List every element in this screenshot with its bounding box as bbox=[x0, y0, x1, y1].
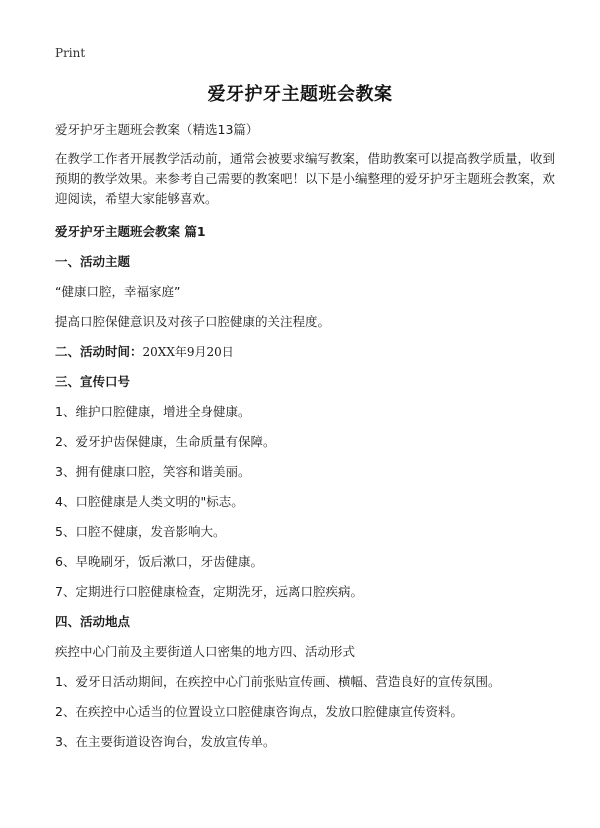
section-slogans-heading: 三、宣传口号 bbox=[55, 374, 131, 389]
list-item: 3、在主要街道设咨询台，发放宣传单。 bbox=[55, 734, 276, 749]
list-item: 3、拥有健康口腔，笑容和谐美丽。 bbox=[55, 464, 251, 479]
list-item: 2、爱牙护齿保健康，生命质量有保障。 bbox=[55, 434, 276, 449]
section-theme-heading: 一、活动主题 bbox=[55, 254, 131, 269]
document-title: 爱牙护牙主题班会教案 bbox=[207, 84, 393, 105]
document-subtitle: 爱牙护牙主题班会教案（精选13篇） bbox=[55, 122, 259, 137]
section-time-heading bbox=[55, 342, 555, 362]
activity-form-list bbox=[55, 672, 555, 752]
list-item: 2、在疾控中心适当的位置设立口腔健康咨询点，发放口腔健康宣传资料。 bbox=[55, 704, 463, 719]
print-label[interactable]: Print bbox=[55, 46, 86, 60]
location-description: 疾控中心门前及主要街道人口密集的地方四、活动形式 bbox=[55, 644, 356, 659]
section-location-heading: 四、活动地点 bbox=[55, 614, 131, 629]
document-body bbox=[55, 120, 555, 762]
slogan-list bbox=[55, 402, 555, 602]
event-date: 20XX年9月20日 bbox=[142, 345, 234, 359]
list-item: 4、口腔健康是人类文明的"标志。 bbox=[55, 494, 244, 509]
list-item: 7、定期进行口腔健康检查，定期洗牙，远离口腔疾病。 bbox=[55, 584, 363, 599]
list-item: 1、爱牙日活动期间，在疾控中心门前张贴宣传画、横幅、营造良好的宣传氛围。 bbox=[55, 674, 501, 689]
article-heading: 爱牙护牙主题班会教案 篇1 bbox=[55, 224, 206, 239]
theme-quote: “健康口腔，幸福家庭” bbox=[55, 284, 181, 299]
list-item: 1、维护口腔健康，增进全身健康。 bbox=[55, 404, 251, 419]
list-item: 5、口腔不健康，发音影响大。 bbox=[55, 524, 226, 539]
time-label: 二、活动时间： bbox=[55, 344, 143, 359]
intro-paragraph: 在教学工作者开展教学活动前，通常会被要求编写教案，借助教案可以提高教学质量，收到预期的教学效果。来参考自己需要的教案吧！以下是小编整理的爱牙护牙主题班会教案，欢迎阅读，希望大家能够喜欢。 bbox=[55, 151, 556, 206]
list-item: 6、早晚刷牙，饭后漱口，牙齿健康。 bbox=[55, 554, 263, 569]
theme-description: 提高口腔保健意识及对孩子口腔健康的关注程度。 bbox=[55, 314, 331, 329]
